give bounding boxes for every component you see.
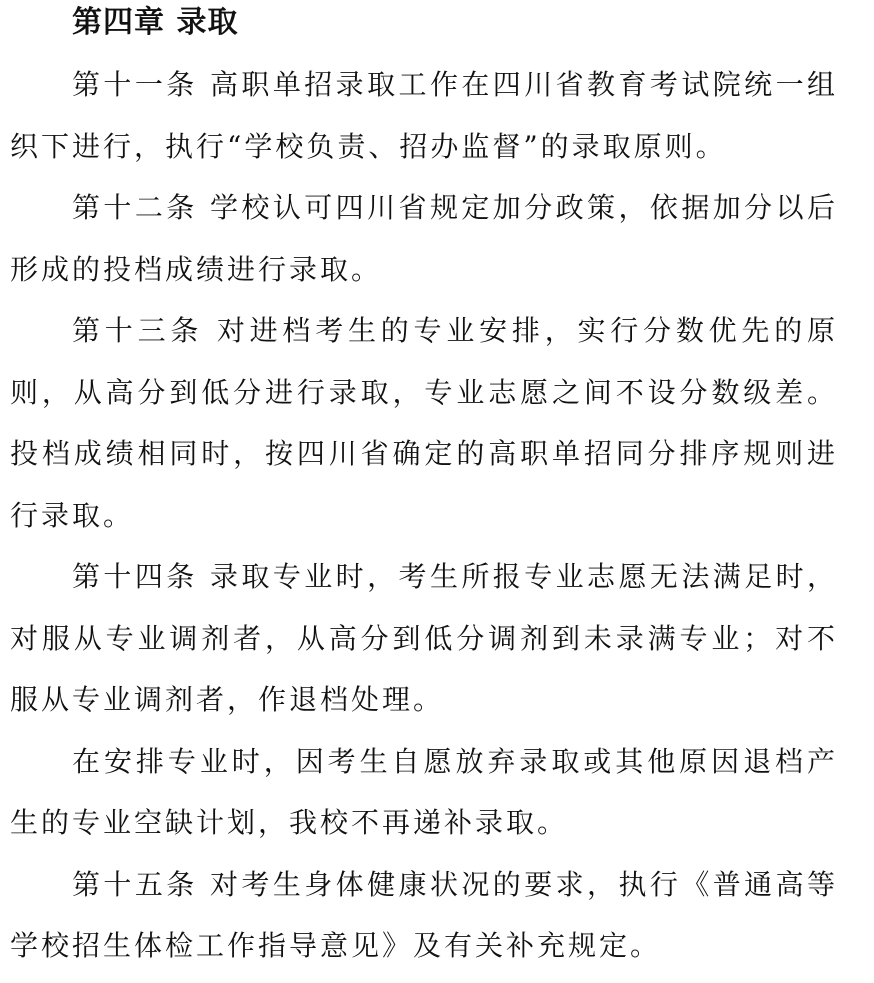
article-14-supplement-paragraph: 在安排专业时，因考生自愿放弃录取或其他原因退档产生的专业空缺计划，我校不再递补录取。 xyxy=(10,744,838,839)
article-11-paragraph: 第十一条 高职单招录取工作在四川省教育考试院统一组织下进行，执行“学校负责、招办监督”的录取原则。 xyxy=(10,68,838,163)
article-14-paragraph: 第十四条 录取专业时，考生所报专业志愿无法满足时，对服从专业调剂者，从高分到低分调剂到未录满专业；对不服从专业调剂者，作退档处理。 xyxy=(10,560,838,716)
document-page xyxy=(10,0,838,977)
chapter-title: 第四章 录取 xyxy=(72,5,239,40)
article-13-paragraph: 第十三条 对进档考生的专业安排，实行分数优先的原则，从高分到低分进行录取，专业志愿之间不设分数级差。投档成绩相同时，按四川省确定的高职单招同分排序规则进行录取。 xyxy=(10,314,838,532)
article-12-paragraph: 第十二条 学校认可四川省规定加分政策，依据加分以后形成的投档成绩进行录取。 xyxy=(10,191,838,286)
article-15-paragraph: 第十五条 对考生身体健康状况的要求，执行《普通高等学校招生体检工作指导意见》及有关补充规定。 xyxy=(10,867,838,962)
